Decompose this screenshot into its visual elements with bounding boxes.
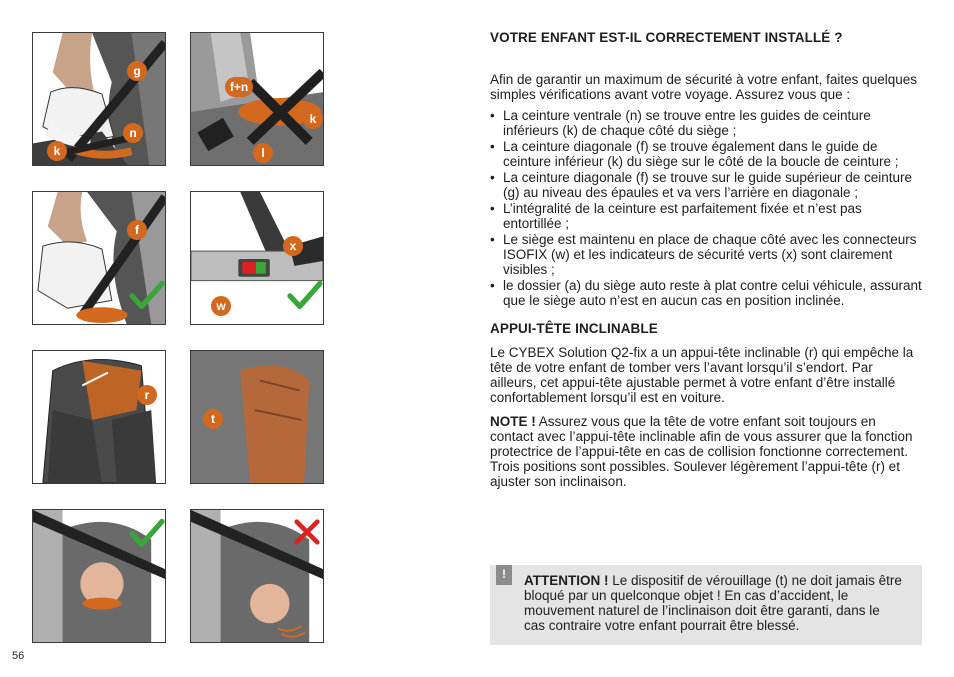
- fig-belt-lap: [32, 32, 166, 166]
- attention-box: [490, 565, 922, 645]
- note-paragraph: [490, 414, 922, 489]
- fig-isofix-ok: [190, 191, 324, 325]
- note-label: NOTE !: [490, 414, 536, 429]
- intro-paragraph: Afin de garantir un maximum de sécurité à votre enfant, faites quelques simples vérifications avant votre voyage. Assurez vous que :: [490, 72, 917, 102]
- fig-sleep-wrong: [190, 509, 324, 643]
- label-g: g: [127, 61, 147, 81]
- text-column: [490, 30, 922, 489]
- attention-text: [524, 573, 904, 633]
- cross-icon: [293, 518, 321, 546]
- note-text: Assurez vous que la tête de votre enfant soit toujours en contact avec l’appui-tête inclinable afin de vous assurer que la fonction protectrice de l’appui-tête en cas de collision fonctionne correctement. Trois positions sont possibles. Soulever légèrement l’appui-tête (r) et ajuster son inclinaison.: [490, 414, 913, 489]
- label-x: x: [283, 236, 303, 256]
- list-item: • le dossier (a) du siège auto reste à plat contre celui véhicule, assurant que le siège auto n’est en aucun cas en position inclinée.: [490, 278, 922, 308]
- section-title-installation: VOTRE ENFANT EST-IL CORRECTEMENT INSTALLÉ ?: [490, 30, 843, 45]
- list-item: • La ceinture ventrale (n) se trouve entre les guides de ceinture inférieurs (k) de chaque côté du siège ;: [490, 108, 922, 138]
- check-icon: [287, 280, 323, 310]
- page-number: 56: [12, 650, 25, 662]
- list-item: • L’intégralité de la ceinture est parfaitement fixée et n’est pas entortillée ;: [490, 201, 922, 231]
- label-n: n: [123, 123, 143, 143]
- fig-belt-diagonal-ok: [32, 191, 166, 325]
- label-f: f: [127, 220, 147, 240]
- attention-label: ATTENTION !: [524, 573, 609, 588]
- fig-belt-buckle: [190, 32, 324, 166]
- check-icon: [129, 280, 165, 310]
- list-item: • Le siège est maintenu en place de chaque côté avec les connecteurs ISOFIX (w) et les indicateurs de sécurité verts (x) sont clairement visibles ;: [490, 232, 922, 277]
- headrest-paragraph: Le CYBEX Solution Q2-fix a un appui-tête inclinable (r) qui empêche la tête de votre enfant de tomber vers l’avant lorsqu’il s’endort. Par ailleurs, cet appui-tête ajustable permet à votre enfant d’être installé confortablement lorsqu’il est en voiture.: [490, 345, 914, 405]
- list-item: • La ceinture diagonale (f) se trouve également dans le guide de ceinture inférieur (k) du siège sur le côté de la boucle de ceinture ;: [490, 139, 922, 169]
- checklist: [490, 108, 922, 308]
- list-item: • La ceinture diagonale (f) se trouve sur le guide supérieur de ceinture (g) au niveau des épaules et va vers l’arrière en diagonale ;: [490, 170, 922, 200]
- label-f-n: f+n: [225, 77, 253, 97]
- label-l: l: [253, 143, 273, 163]
- label-k: k: [303, 109, 323, 129]
- label-k: k: [47, 141, 67, 161]
- fig-headrest-t: [190, 350, 324, 484]
- check-icon: [129, 518, 165, 548]
- attention-body: Le dispositif de vérouillage (t) ne doit jamais être bloqué par un quelconque objet ! En cas d’accident, le mouvement naturel de l’inclinaison doit être garanti, dans le cas contraire votre enfant pourrait être blessé.: [524, 573, 902, 633]
- fig-sleep-ok: [32, 509, 166, 643]
- label-r: r: [137, 385, 157, 405]
- label-t: t: [203, 409, 223, 429]
- section-title-headrest: APPUI-TÊTE INCLINABLE: [490, 321, 658, 336]
- warning-icon: !: [496, 565, 512, 585]
- fig-headrest-r: [32, 350, 166, 484]
- label-w: w: [211, 296, 231, 316]
